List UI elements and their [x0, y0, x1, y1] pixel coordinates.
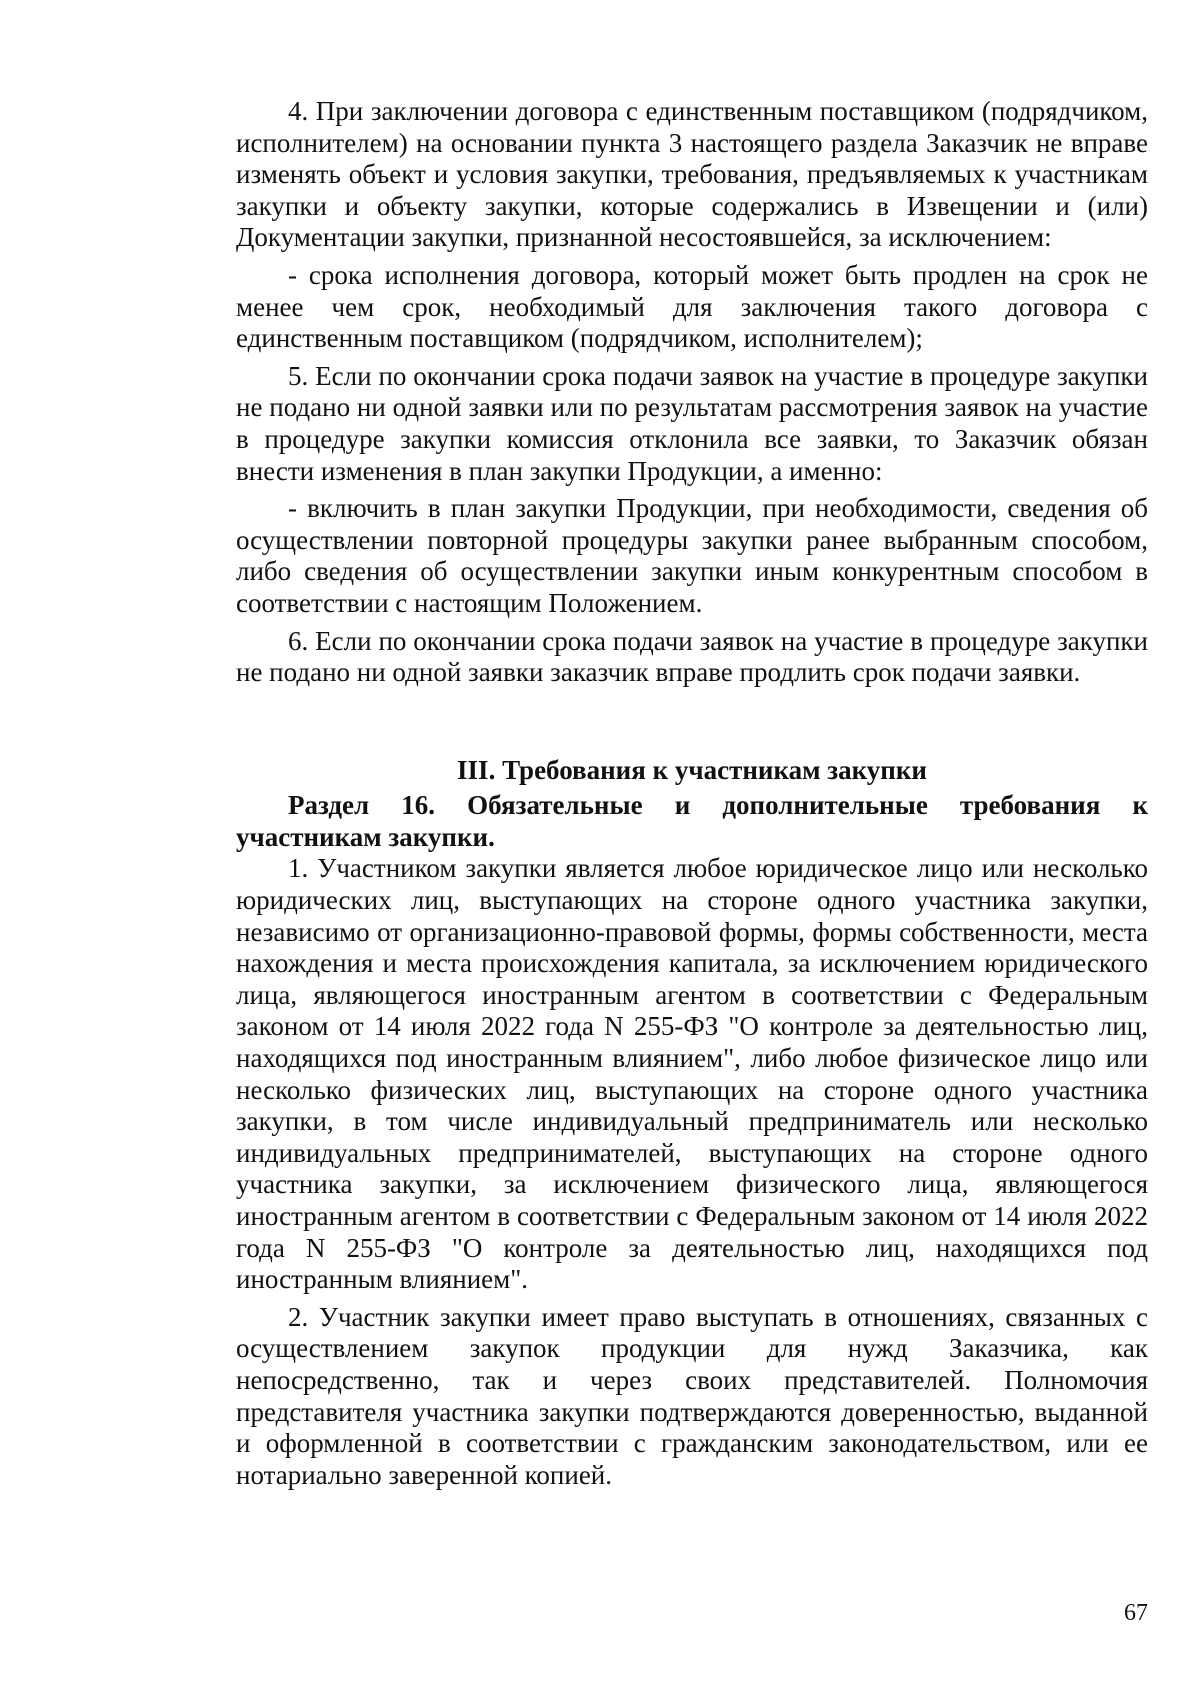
document-body	[236, 96, 1148, 1497]
paragraph-5: 5. Если по окончании срока подачи заявок на участие в процедуре закупки не подано ни одной заявки или по результатам рассмотрения заявок на участие в процедуре закупки комиссия отклонила все заявки, то Заказчик обязан внести изменения в план закупки Продукции, а именно:	[236, 360, 1148, 486]
paragraph-plan-change: - включить в план закупки Продукции, при необходимости, сведения об осуществлении повторной процедуры закупки ранее выбранным способом, либо сведения об осуществлении закупки иным конкурентным способом в соответствии с настоящим Положением.	[236, 493, 1148, 618]
section-gap	[236, 695, 1148, 755]
paragraph-16-1: 1. Участником закупки является любое юридическое лицо или несколько юридических лиц, выступающих на стороне одного участника закупки, независимо от организационно-правовой формы, формы собственности, места нахождения и места происхождения капитала, за исключением юридического лица, являющегося иностранным агентом в соответствии с Федеральным законом от 14 июля 2022 года N 255-ФЗ "О контроле за деятельностью лиц, находящихся под иностранным влиянием", либо любое физическое лицо или несколько физических лиц, выступающих на стороне одного участника закупки, в том числе индивидуальный предприниматель или несколько индивидуальных предпринимателей, выступающих на стороне одного участника закупки, за исключением физического лица, являющегося иностранным агентом в соответствии с Федеральным законом от 14 июля 2022 года N 255-ФЗ "О контроле за деятельностью лиц, находящихся под иностранным влиянием".	[236, 853, 1148, 1295]
paragraph-16-2: 2. Участник закупки имеет право выступать в отношениях, связанных с осуществлением закупок продукции для нужд Заказчика, как непосредственно, так и через своих представителей. Полномочия представителя участника закупки подтверждаются доверенностью, выданной и оформленной в соответствии с гражданским законодательством, или ее нотариально заверенной копией.	[236, 1301, 1148, 1490]
paragraph-4: 4. При заключении договора с единственным поставщиком (подрядчиком, исполнителем) на основании пункта 3 настоящего раздела Заказчик не вправе изменять объект и условия закупки, требования, предъявляемых к участникам закупки и объекту закупки, которые содержались в Извещении и (или) Документации закупки, признанной несостоявшейся, за исключением:	[236, 96, 1148, 253]
chapter-heading: III. Требования к участникам закупки	[457, 754, 927, 785]
paragraph-exception-term: - срока исполнения договора, который может быть продлен на срок не менее чем срок, необходимый для заключения такого договора с единственным поставщиком (подрядчиком, исполнителем);	[236, 259, 1148, 354]
section-title: Раздел 16. Обязательные и дополнительные требования к участникам закупки.	[236, 790, 1148, 852]
page-number: 67	[1124, 1600, 1148, 1626]
paragraph-6: 6. Если по окончании срока подачи заявок на участие в процедуре закупки не подано ни одной заявки заказчик вправе продлить срок подачи заявки.	[236, 625, 1148, 688]
